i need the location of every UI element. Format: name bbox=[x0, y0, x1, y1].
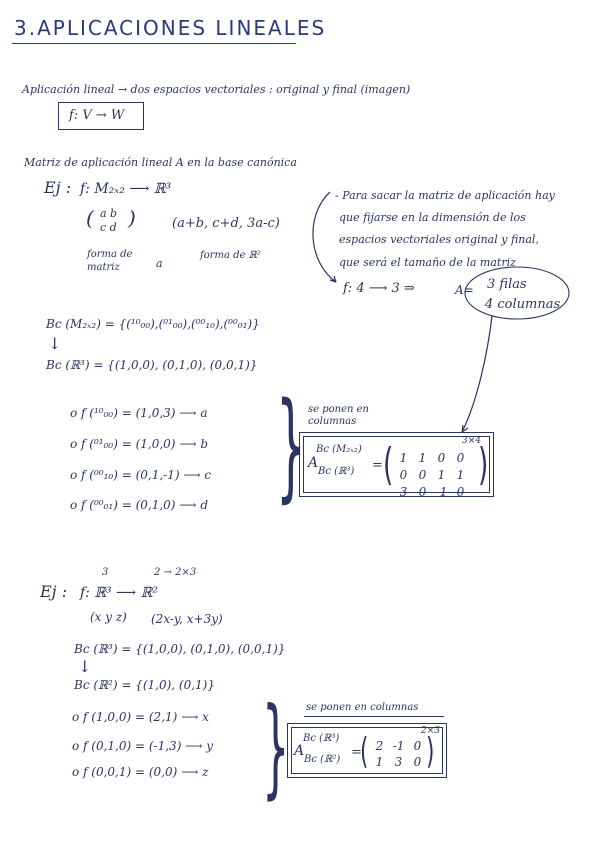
page-title: 3.APLICACIONES LINEALES bbox=[14, 16, 327, 40]
matrix-A2-cell: 1 bbox=[375, 755, 384, 769]
arrow-to-matrix-1 bbox=[462, 316, 492, 432]
matrix-A2-equals: = bbox=[351, 745, 362, 760]
matrix-A2-cell: -1 bbox=[392, 739, 405, 753]
matrix-A2-lparen: ( bbox=[360, 731, 369, 772]
example2-label: Ej : bbox=[40, 582, 68, 601]
matrix-A1-lparen: ( bbox=[383, 439, 394, 490]
side-note-line-2: que fijarse en la dimensión de los bbox=[339, 211, 526, 224]
matrix-A1-equals: = bbox=[372, 458, 383, 473]
title-underline bbox=[12, 43, 296, 44]
image-row-a: o f (¹⁰₀₀) = (1,0,3) ⟶ a bbox=[70, 406, 208, 420]
matrix-A1-cell: 1 bbox=[437, 468, 446, 482]
dimensions-A: A= bbox=[455, 283, 474, 297]
basis-R3: Bc (ℝ³) = {(1,0,0), (0,1,0), (0,0,1)} bbox=[46, 358, 258, 372]
side-note-line-4: que será el tamaño de la matriz bbox=[339, 256, 516, 269]
matrix-A1-cell: 1 bbox=[418, 451, 427, 465]
boxed-definition bbox=[58, 102, 144, 130]
side-note-line-1: - Para sacar la matriz de aplicación hay bbox=[335, 189, 555, 202]
matrix-A2-rparen: ) bbox=[426, 731, 435, 772]
note-matrix-form: forma de matriz bbox=[87, 249, 133, 273]
matrix-close-paren: ) bbox=[128, 206, 136, 230]
matrix-A1-cell: 0 bbox=[437, 451, 446, 465]
side-note-line-3: espacios vectoriales original y final, bbox=[339, 233, 539, 246]
down-arrow-1: ↓ bbox=[48, 334, 62, 353]
example2-map: f: ℝ³ ⟶ ℝ² bbox=[80, 585, 158, 601]
arrow-to-matrix-1-head bbox=[462, 425, 468, 432]
example2-basis-R2: Bc (ℝ²) = {(1,0), (0,1)} bbox=[74, 678, 215, 692]
example2-image: (2x-y, x+3y) bbox=[151, 612, 223, 626]
matrix-A2-cell: 2 bbox=[375, 739, 384, 753]
dimensions-cols: 4 columnas bbox=[485, 297, 561, 312]
boxed-definition-text: f: V → W bbox=[69, 108, 125, 123]
matrix-A2-sub: Bc (ℝ²) bbox=[304, 754, 341, 765]
matrix-A2-sup: Bc (ℝ³) bbox=[303, 733, 340, 744]
example2-basis-R3: Bc (ℝ³) = {(1,0,0), (0,1,0), (0,0,1)} bbox=[74, 642, 286, 656]
matrix-A1-sub: Bc (ℝ³) bbox=[318, 466, 355, 477]
columns-note-underline bbox=[304, 716, 444, 717]
down-arrow-2: ↓ bbox=[78, 657, 92, 676]
matrix-A1-cell: 3 bbox=[399, 485, 408, 499]
example1-label: Ej : bbox=[44, 178, 72, 197]
note-a: a bbox=[156, 257, 163, 270]
image2-row-z: o f (0,0,1) = (0,0) ⟶ z bbox=[72, 765, 209, 779]
matrix-A1-label: A bbox=[308, 455, 319, 471]
image-row-c: o f (⁰⁰₁₀) = (0,1,-1) ⟶ c bbox=[70, 468, 212, 482]
matrix-A2-cell: 0 bbox=[413, 755, 422, 769]
matrix-A1-sup: Bc (M₂ₓ₂) bbox=[316, 444, 362, 455]
definition-matrix: Matriz de aplicación lineal A en la base canónica bbox=[24, 156, 297, 169]
matrix-A1-cell: 1 bbox=[399, 451, 408, 465]
note-r2-form: forma de ℝ² bbox=[200, 250, 261, 261]
matrix-A1-cell: 0 bbox=[418, 485, 427, 499]
matrix-A1-cell: 0 bbox=[418, 468, 427, 482]
matrix-top-row: a b bbox=[100, 207, 118, 220]
matrix-A2-cell: 3 bbox=[394, 755, 403, 769]
image2-row-x: o f (1,0,0) = (2,1) ⟶ x bbox=[72, 710, 209, 724]
curved-arrow-to-dims bbox=[313, 192, 336, 282]
example1-map: f: M₂ₓ₂ ⟶ ℝ³ bbox=[80, 181, 172, 197]
matrix-A1-cell: 0 bbox=[456, 485, 465, 499]
example2-dim-above-1: 3 bbox=[102, 567, 109, 578]
dimensions: f: 4 ⟶ 3 ⇒ bbox=[343, 281, 415, 296]
columns-note-2: se ponen en columnas bbox=[306, 702, 419, 713]
matrix-bottom-row: c d bbox=[100, 221, 117, 234]
curved-arrow-head bbox=[330, 276, 336, 282]
definition-linear-map: Aplicación lineal → dos espacios vectoriales : original y final (imagen) bbox=[22, 83, 411, 96]
image2-row-y: o f (0,1,0) = (-1,3) ⟶ y bbox=[72, 739, 213, 753]
matrix-size-2: 2×3 bbox=[421, 726, 440, 736]
matrix-A1-cell: -1 bbox=[435, 485, 448, 499]
right-brace-2: } bbox=[262, 685, 290, 810]
image-row-d: o f (⁰⁰₀₁) = (0,1,0) ⟶ d bbox=[70, 498, 208, 512]
matrix-A2 bbox=[370, 740, 427, 768]
matrix-size-1: 3×4 bbox=[462, 436, 481, 446]
matrix-A1-cell: 1 bbox=[456, 468, 465, 482]
matrix-A2-label: A bbox=[294, 743, 305, 759]
example2-dim-above-2: 2 → 2×3 bbox=[154, 567, 197, 578]
matrix-A1 bbox=[394, 452, 470, 498]
columns-note-1: se ponen en columnas bbox=[308, 404, 369, 427]
image-row-b: o f (⁰¹₀₀) = (1,0,0) ⟶ b bbox=[70, 437, 208, 451]
matrix-A1-cell: 0 bbox=[456, 451, 465, 465]
example1-image: (a+b, c+d, 3a-c) bbox=[172, 216, 280, 231]
matrix-open-paren: ( bbox=[86, 206, 94, 230]
matrix-A1-cell: 0 bbox=[399, 468, 408, 482]
example2-domain: (x y z) bbox=[90, 610, 127, 624]
matrix-A1-rparen: ) bbox=[478, 439, 489, 490]
matrix-A2-cell: 0 bbox=[413, 739, 422, 753]
basis-M2x2: Bc (M₂ₓ₂) = {(¹⁰₀₀),(⁰¹₀₀),(⁰⁰₁₀),(⁰⁰₀₁)} bbox=[46, 317, 260, 331]
right-brace-1: } bbox=[276, 376, 307, 514]
dimensions-rows: 3 filas bbox=[487, 277, 527, 292]
